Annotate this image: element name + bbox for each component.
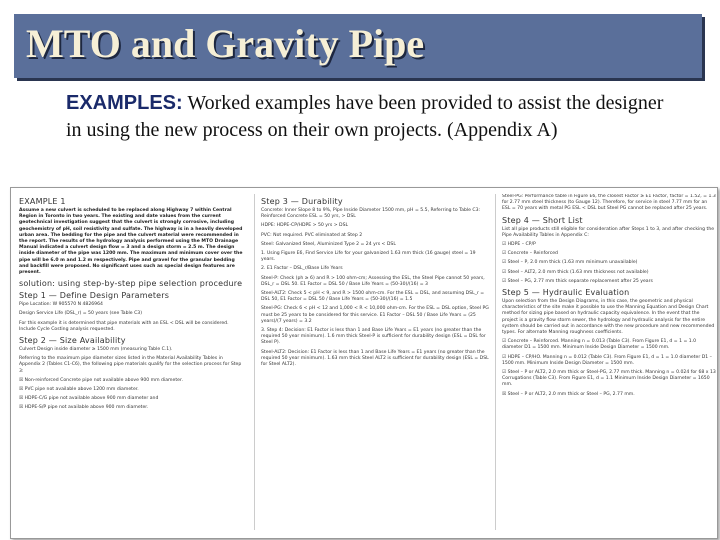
paragraph: 2. E1 Factor – DSL_r/Base Life Years: [261, 266, 343, 272]
document-column-2: [254, 194, 491, 530]
paragraph: ☒ Steel – P or ALT2, 2.0 mm thick or Steel – PG, 2.77 mm.: [502, 391, 635, 397]
column-heading: EXAMPLE 1: [19, 197, 66, 206]
paragraph: ☑ HDPE – CP/P: [502, 242, 536, 248]
paragraph: ☑ Concrete – Reinforced. Manning n = 0.013 (Table C3). From Figure E1, d = 1 = 1.0 diameter D1 = 1500 mm. Minimum Inside Design Diameter = 1500 mm.: [502, 339, 697, 351]
title-banner: [14, 14, 702, 78]
column-heading: solution: using step-by-step pipe selection procedure: [19, 279, 243, 289]
paragraph: ☑ Steel – PG, 2.77 mm thick separate replacement after 25 years: [502, 278, 653, 284]
intro-keyword: EXAMPLES:: [66, 92, 183, 114]
paragraph: Assume a new culvert is scheduled to be replaced along Highway 7 within Central Region in Toronto in two years. The existing and date values from the current geotechnical investigation suggest that the culvert is strongly corrosive, including geochemistry of pH, soil resistivity and sulfate. The highway is in a heavily developed urban area. The bedding for the pipe and the culvert material were recommended in the report. The results of the hydrology analysis performed using the MTO Drainage Manual indicated a culvert design flow = 3 and a design storm = 2.5 m. The design inside diameter of the pipe was 1200 mm. The maximum and minimum cover over the pipe will be 6.0 m and 1.2 m respectively. Pipe and gravel for the granular bedding and backfill were proposed. No significant uses such as special design features are present.: [19, 208, 243, 276]
paragraph: ☒ PVC pipe not available above 1200 mm diameter.: [19, 387, 139, 393]
paragraph: ☒ HDPE-C/G pipe not available above 900 mm diameter and: [19, 396, 159, 402]
paragraph: 1. Using Figure E6, Find Service Life for your galvanized 1.63 mm thick (16 gauge) steel = 19 years.: [261, 251, 476, 263]
paragraph: ☒ HDPE-S/P pipe not available above 900 mm diameter.: [19, 405, 149, 411]
paragraph: For this example it is determined that pipe materials with an ESL < DSL will be considered. Include Cycle Costing analysis requested.: [19, 320, 229, 332]
paragraph: Steel-ALT2: Decision: E1 Factor is less than 1 and Base Life Years = E1 years (no greater than the required 50 year minimum). 1.63 mm thick Steel ALT2 is sufficient for durability design (ESL = DSL for Steel ALT2).: [261, 349, 489, 368]
paragraph: ☑ Steel – ALT2, 2.0 mm thick (1.63 mm thickness not available): [502, 269, 649, 275]
paragraph: Referring to the maximum pipe diameter sizes listed in the Material Availability Tables in Appendix 2 (Tables C1-C6), the following pipe materials qualify for the selection process for Step 3:: [19, 356, 242, 374]
intro-paragraph: [66, 90, 666, 144]
column-heading: Step 5 — Hydraulic Evaluation: [502, 288, 630, 298]
paragraph: Steel-PG: Performance table in Figure E6, the closest Factor ≥ E1 Factor, factor = 1.52, = 1.3 for 2.77 mm steel thickness (to Gauge 12). Therefore, for service in steel 7.77 mm for an ESL = 70 years with metal PG ESL < DSL but Steel PG cannot be replaced after 25 years.: [502, 194, 716, 212]
column-heading: Step 3 — Durability: [261, 197, 343, 206]
paragraph: 3. Step 4: Decision: E1 Factor is less than 1 and Base Life Years = E1 years (no greater than the required 50 year minimum). 1.6 mm thick Steel-P is sufficient for durability design (ESL = DSL for Steel P).: [261, 328, 486, 346]
example-document-image: [10, 187, 718, 539]
paragraph: Culvert Design inside diameter ≥ 1500 mm (measuring Table C.1).: [19, 347, 173, 353]
paragraph: ☒ Non-reinforced Concrete pipe not available above 900 mm diameter.: [19, 377, 183, 383]
paragraph: HDPE: HDPE-CP/HDPE > 50 yrs > DSL: [261, 223, 349, 229]
paragraph: Upon selection from the Design Diagrams, in this case, the geometric and physical characteristics of the site make it possible to use the Manning Equation and Design Chart method for sizing pipe based on hydraulic capacity equivalence. In the event that the project is a gravity flow storm sewer, the hydrology and hydraulic analysis for the entire system should be carried out in accordance with the new procedure and new recommended types. For alternate Manning roughness coefficients.: [502, 299, 715, 336]
paragraph: ☑ Steel – P, 2.0 mm thick (1.63 mm minimum unavailable): [502, 260, 638, 266]
paragraph: Steel-P: Check (ph ≥ 6) and R > 100 ohm-cm; Assessing the ESL, the Steel Pipe cannot 50 years, DSL_r = DSL 50. E1 Factor = DSL 50 / Base Life Years = (50-30)/(16) = 3: [261, 275, 485, 287]
column-heading: Step 1 — Define Design Parameters: [19, 291, 170, 301]
paragraph: Concrete: Inner Slope 8 to 9%, Pipe Inside Diameter 1500 mm, pH = 5.5, Referring to Table C3: Reinforced Concrete ESL = 50 yrs, > DSL: [261, 208, 481, 220]
paragraph: ☑ Concrete – Reinforced: [502, 251, 558, 257]
column-heading: Step 2 — Size Availability: [19, 336, 126, 346]
paragraph: Pipe Location: W 905570 N 4826964: [19, 302, 103, 308]
paragraph: ☑ Steel – P or ALT2, 2.0 mm thick or Steel-PG, 2.77 mm thick. Manning n = 0.024 for 68 x 13 Corrugations (Table C3). From Figure E1, d = 1.1 Minimum Inside Design Diameter = 1650 mm.: [502, 370, 716, 388]
paragraph: Design Service Life (DSL_r) = 50 years (see Table C3): [19, 311, 143, 317]
slide-title: MTO and Gravity Pipe: [26, 21, 425, 66]
paragraph: Steel-PG: Check 6 < pH < 12 and 1,000 < R < 10,000 ohm-cm. For the ESL = DSL option, Steel PG must be 25 years to be considered for this service. E1 Factor – DSL 50 / Base Life Years = (25 years)/(7 years) = 3.2: [261, 306, 489, 324]
paragraph: List all pipe products still eligible for consideration after Steps 1 to 3, and after checking the Pipe Availability Tables in Appendix C:: [502, 226, 715, 238]
document-column-1: [19, 194, 245, 530]
paragraph: Steel: Galvanized Steel, Aluminized Type 2 = 24 yrs < DSL: [261, 241, 396, 247]
paragraph: Steel-ALT2: Check 5 < pH < 9, and R > 1500 ohm-cm. For the ESL = DSL, and assuming DSL_r = DSL 50, E1 Factor = DSL 50 / Base Life Years = (50-30)/(16) = 1.5: [261, 291, 485, 303]
document-column-3: [495, 194, 716, 530]
column-heading: Step 4 — Short List: [502, 215, 583, 225]
paragraph: PVC: Not required. PVC eliminated at Step 2: [261, 232, 363, 238]
paragraph: ☑ HDPE – CP/HO. Manning n = 0.012 (Table C3). From Figure E1, d = 1 = 1.0 diameter D1 – 1500 mm. Minimum Inside Design Diameter = 1500 mm.: [502, 354, 712, 366]
intro-text: Worked examples have been provided to assist the designer in using the new process on their own projects. (Appendix A): [66, 92, 664, 141]
